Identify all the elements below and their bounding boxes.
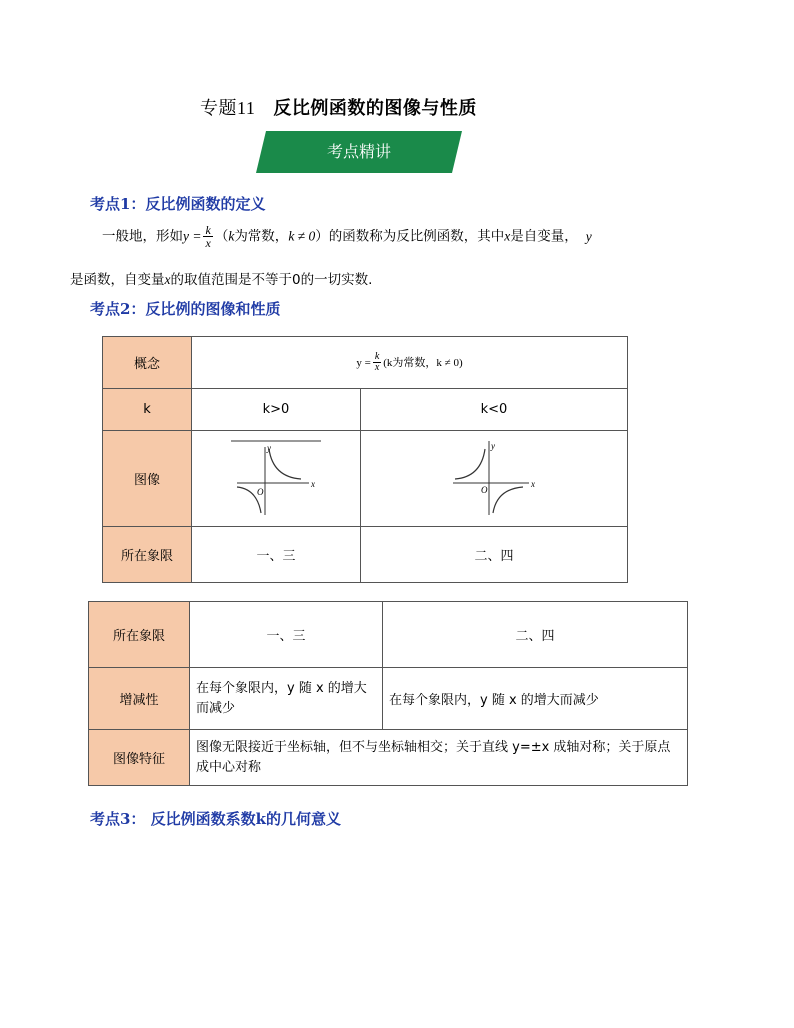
hyperbola-positive-graph (231, 437, 321, 517)
quadrant-negative-cell: 二、四 (383, 602, 688, 668)
var-y: y (585, 228, 592, 244)
quadrant-positive-cell: 一、三 (190, 602, 383, 668)
formula-condition: (k为常数，k ≠ 0) (383, 357, 463, 369)
graph-negative-cell (361, 431, 628, 527)
title-text: 反比例函数的图像与性质 (273, 98, 477, 119)
definition-text: ）的函数称为反比例函数，其中 (315, 228, 505, 245)
table-header-cell: 概念 (103, 337, 192, 389)
origin-label: O (481, 484, 488, 495)
banner-label: 考点精讲 (326, 142, 391, 161)
definition-text: 一般地，形如 (102, 228, 183, 245)
fraction (203, 224, 212, 249)
condition: k ≠ 0 (288, 228, 316, 244)
formula-y: y = (183, 228, 202, 244)
table-header-cell: 图像特征 (89, 730, 190, 786)
var-x: x (164, 272, 171, 287)
graph-feature-cell: 图像无限接近于坐标轴，但不与坐标轴相交；关于直线 y=±x 成轴对称；关于原点成中心对称 (190, 730, 688, 786)
definition-text: （ (214, 228, 229, 245)
monotonicity-positive-cell: 在每个象限内，y 随 x 的增大而减少 (190, 668, 383, 730)
formula-y: y = (356, 357, 371, 369)
section-heading-1: 考点1：反比例函数的定义 (90, 195, 266, 213)
table-header-cell: 所在象限 (89, 602, 190, 668)
fraction-numerator: k (205, 223, 211, 237)
table-row (89, 668, 688, 730)
quadrant-negative-cell: 二、四 (361, 527, 628, 583)
k-negative-cell: k<0 (361, 389, 628, 431)
axis-label-x: x (531, 478, 535, 489)
fraction-denominator: x (205, 236, 211, 250)
monotonicity-negative-cell: 在每个象限内，y 随 x 的增大而减少 (383, 668, 688, 730)
axis-label-y: y (267, 442, 271, 453)
definition-text: 是自变量， (510, 228, 578, 245)
definition-text: 的取值范围是不等于0的一切实数. (170, 272, 373, 288)
table-row (103, 527, 628, 583)
table-header-cell: 增减性 (89, 668, 190, 730)
definition-text: 为常数， (234, 228, 289, 245)
table-header-cell: k (103, 389, 192, 431)
table-row (103, 389, 628, 431)
table-header-cell: 图像 (103, 431, 192, 527)
table-row (103, 337, 628, 389)
axis-label-x: x (311, 478, 315, 489)
table-row (89, 602, 688, 668)
table-row (89, 730, 688, 786)
var-k: k (228, 228, 235, 244)
properties-table-2 (88, 601, 688, 786)
graph-positive-cell (192, 431, 361, 527)
fraction-denominator: x (374, 362, 380, 373)
hyperbola-negative-graph (449, 437, 539, 517)
var-x: x (504, 228, 511, 244)
definition-line-1 (102, 224, 592, 249)
page-title (200, 94, 477, 120)
table-header-cell: 所在象限 (103, 527, 192, 583)
definition-line-2 (70, 268, 372, 288)
k-positive-cell: k>0 (192, 389, 361, 431)
fraction-numerator: k (374, 351, 380, 362)
properties-table-1 (102, 336, 628, 583)
quadrant-positive-cell: 一、三 (192, 527, 361, 583)
axis-label-y: y (491, 440, 495, 451)
origin-label: O (257, 486, 264, 497)
definition-text: 是函数，自变量 (70, 272, 165, 288)
section-heading-3: 考点3： 反比例函数系数k的几何意义 (90, 810, 342, 828)
section-heading-2: 考点2：反比例的图像和性质 (90, 300, 281, 318)
concept-formula-cell (192, 337, 628, 389)
fraction (373, 352, 381, 373)
table-row (103, 431, 628, 527)
title-number: 专题11 (200, 98, 256, 118)
